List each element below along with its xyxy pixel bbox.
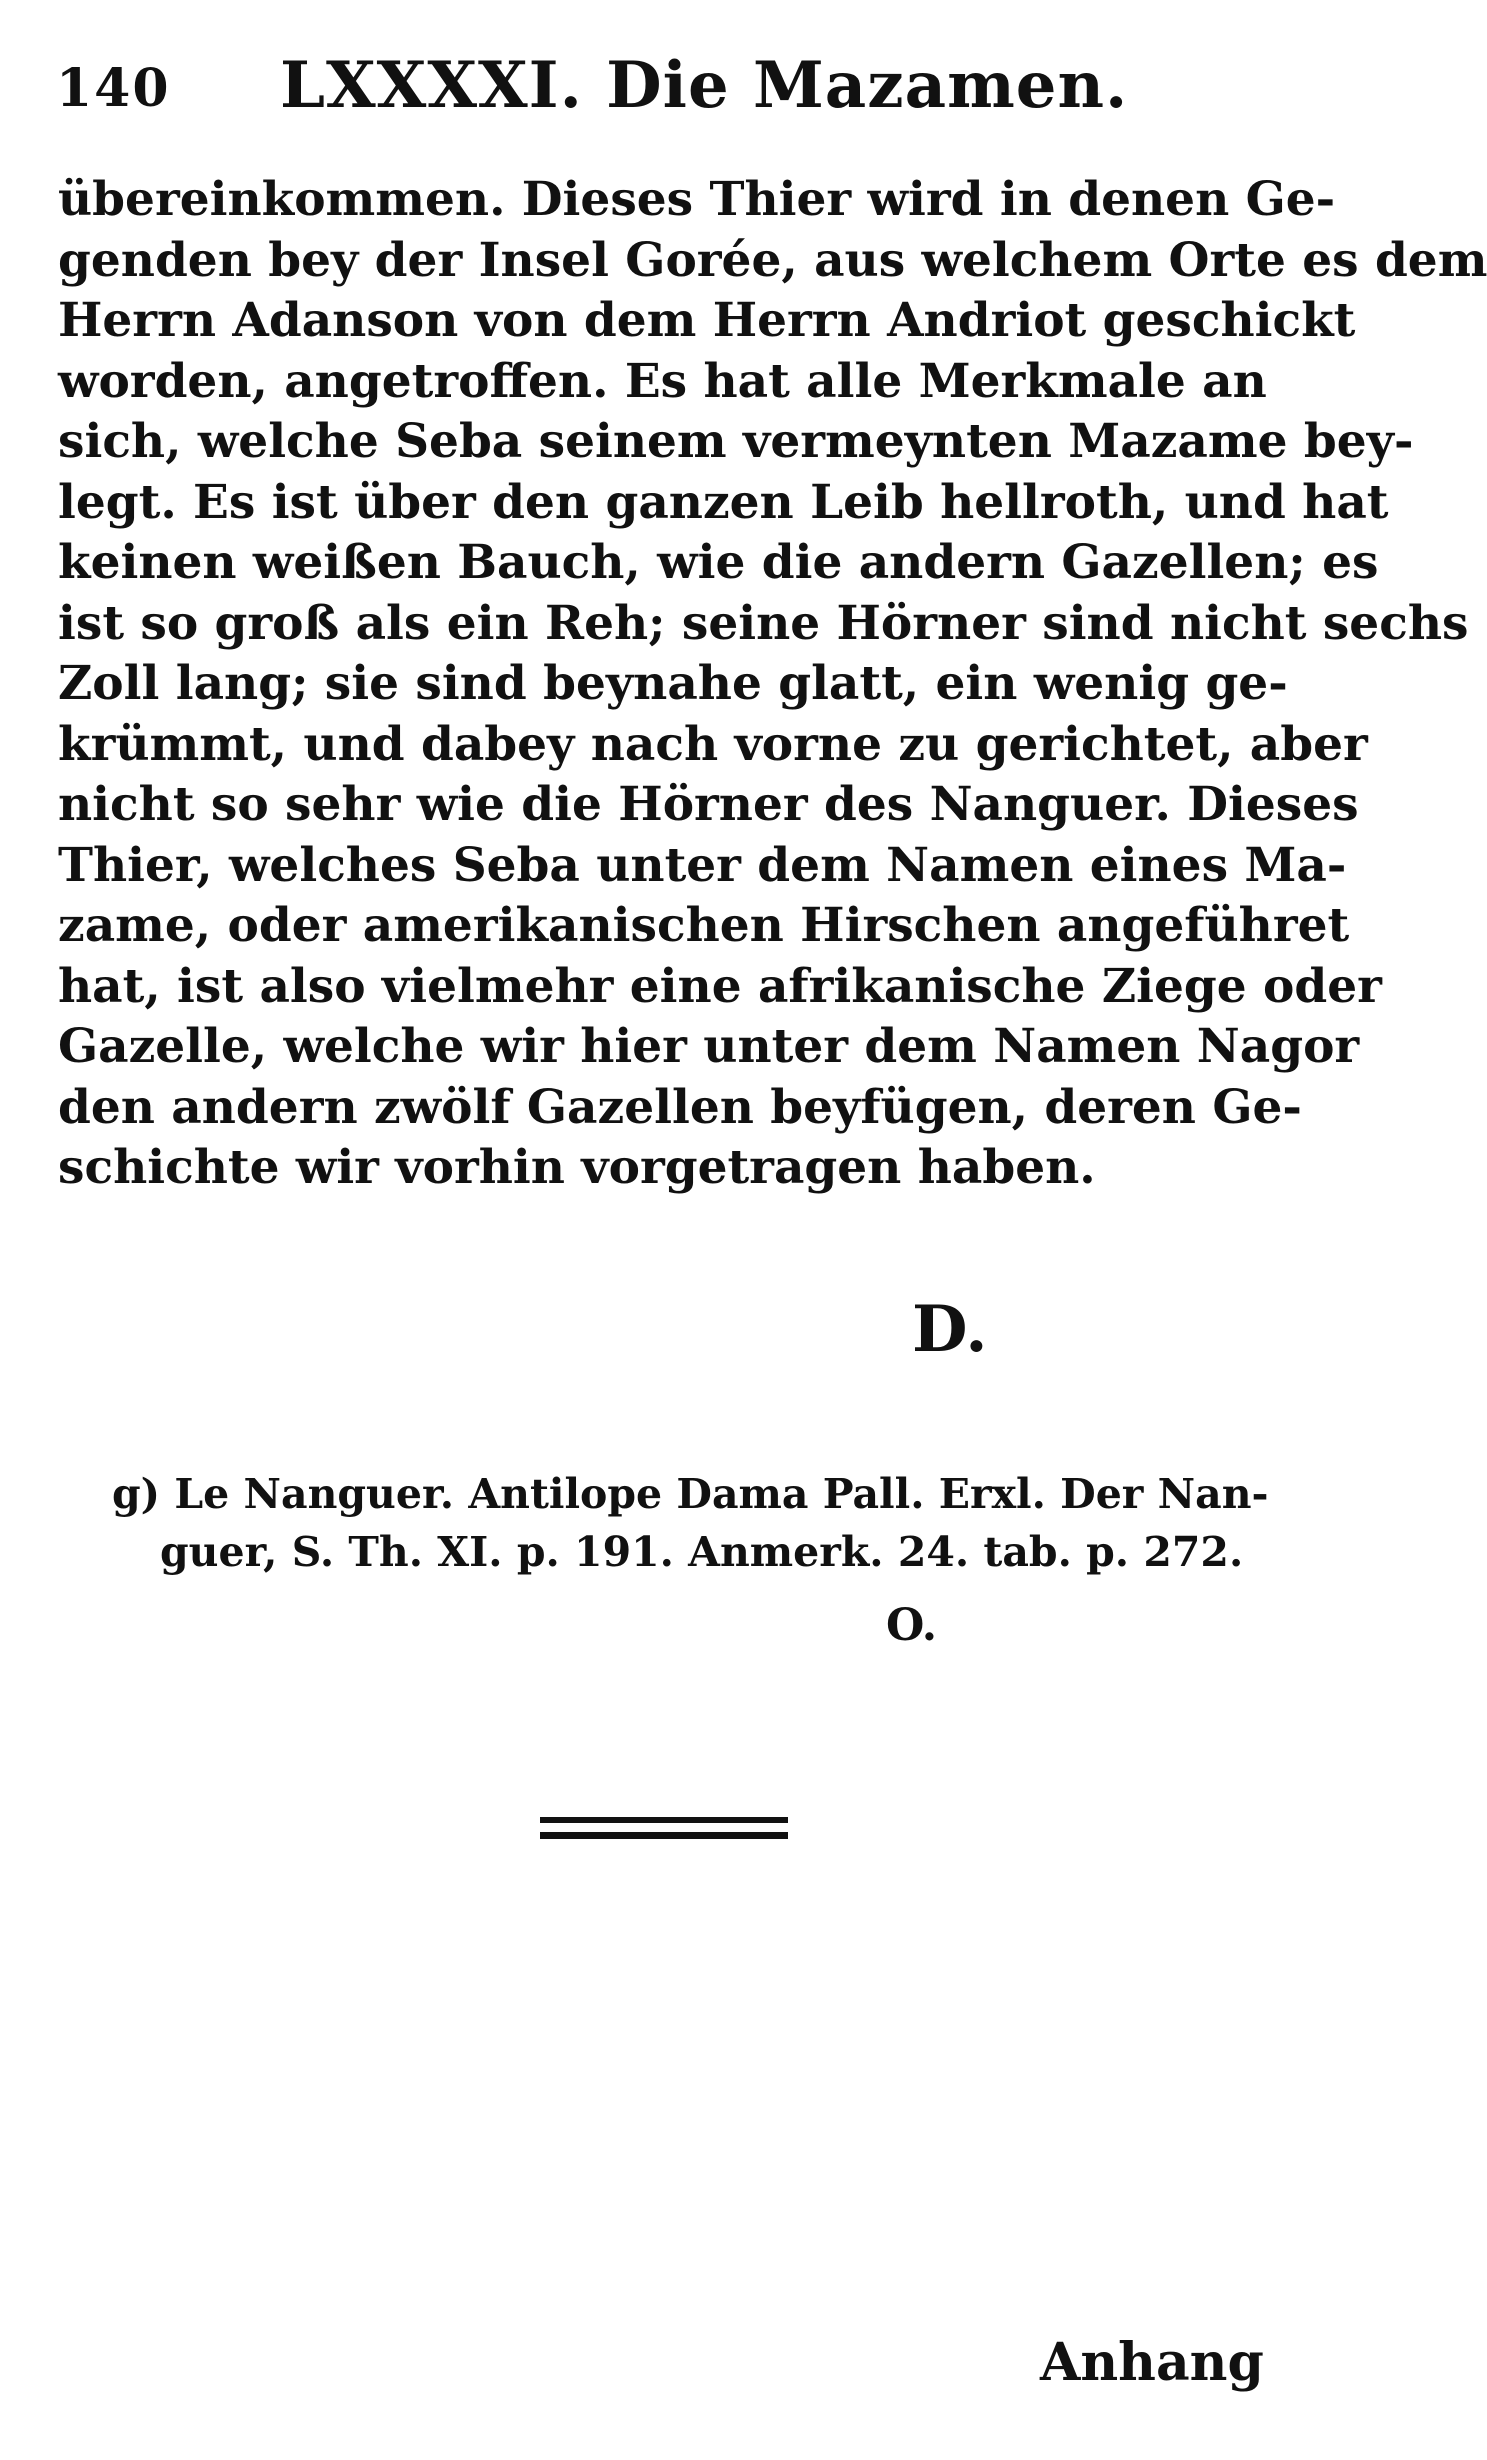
- body-paragraph: [58, 170, 1487, 1199]
- text-line: Gazelle, welche wir hier unter dem Namen Nagor: [58, 1019, 1360, 1074]
- text-line: Thier, welches Seba unter dem Namen eines Ma-: [58, 837, 1347, 893]
- page-number: 140: [56, 58, 171, 119]
- footnote-line: guer, S. Th. XI. p. 191. Anmerk. 24. tab. p. 272.: [160, 1528, 1244, 1576]
- text-line: hat, ist also vielmehr eine afrikanische Ziege oder: [58, 958, 1382, 1014]
- text-line: zame, oder amerikanischen Hirschen angeführet: [58, 898, 1350, 953]
- text-line: legt. Es ist über den ganzen Leib hellroth, und hat: [58, 474, 1389, 530]
- text-line: schichte wir vorhin vorgetragen haben.: [58, 1140, 1096, 1195]
- footnote-line: g) Le Nanguer. Antilope Dama Pall. Erxl. Der Nan-: [112, 1470, 1269, 1518]
- text-line: den andern zwölf Gazellen beyfügen, deren Ge-: [58, 1079, 1302, 1135]
- text-line: nicht so sehr wie die Hörner des Nanguer. Dieses: [58, 777, 1359, 832]
- text-line: genden bey der Insel Gorée, aus welchem Orte es dem: [58, 232, 1487, 288]
- text-line: keinen weißen Bauch, wie die andern Gazellen; es: [58, 535, 1379, 590]
- text-line: Zoll lang; sie sind beynahe glatt, ein wenig ge-: [58, 656, 1288, 711]
- text-line: Herrn Adanson von dem Herrn Andriot geschickt: [58, 293, 1356, 348]
- text-line: krümmt, und dabey nach vorne zu gerichtet, aber: [58, 716, 1368, 772]
- running-title: LXXXXI. Die Mazamen.: [280, 48, 1129, 123]
- text-line: übereinkommen. Dieses Thier wird in denen Ge-: [58, 172, 1336, 227]
- footnote: [112, 1465, 1269, 1581]
- page-header: [50, 40, 1210, 123]
- footnote-signature: O.: [886, 1600, 938, 1651]
- section-divider: [540, 1817, 788, 1839]
- author-signature: D.: [912, 1292, 988, 1367]
- text-line: sich, welche Seba seinem vermeynten Mazame bey-: [58, 414, 1414, 469]
- catchword: Anhang: [1040, 2332, 1264, 2393]
- text-line: ist so groß als ein Reh; seine Hörner sind nicht sechs: [58, 595, 1469, 651]
- text-line: worden, angetroffen. Es hat alle Merkmale an: [58, 353, 1267, 409]
